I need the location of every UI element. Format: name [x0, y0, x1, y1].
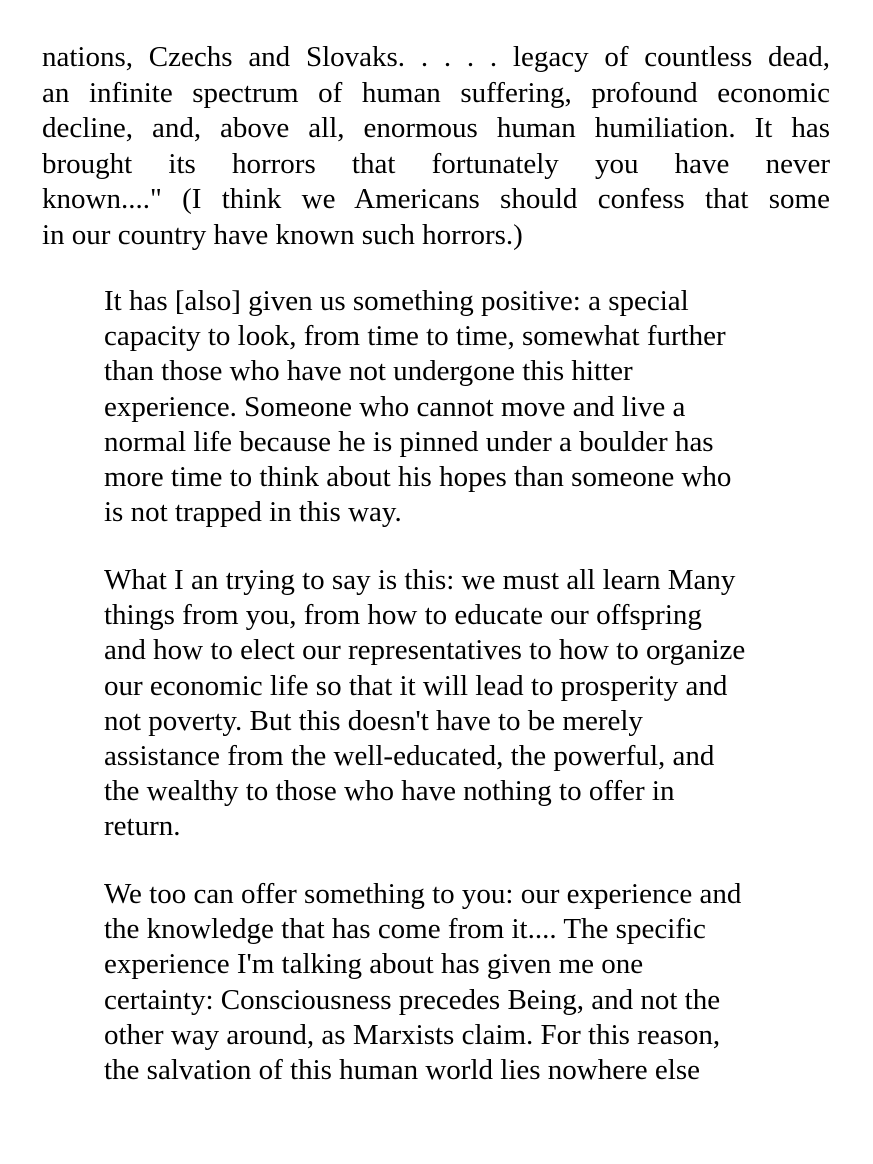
text-line: normal life because he is pinned under a boulder has [104, 425, 714, 458]
text-line: We too can offer something to you: our experience and [104, 878, 742, 910]
text-line: return. [104, 810, 181, 843]
text-line: and how to elect our representatives to how to organize [104, 634, 746, 667]
text-line: certainty: Consciousness precedes Being, and not the [104, 983, 721, 1016]
text-line: other way around, as Marxists claim. For this reason, [104, 1018, 721, 1051]
text-line: experience. Someone who cannot move and live a [104, 390, 686, 423]
text-line: things from you, from how to educate our offspring [104, 599, 702, 632]
text-line: experience I'm talking about has given me one [104, 948, 644, 981]
text-line: more time to think about his hopes than someone who [104, 461, 732, 494]
text-line: the salvation of this human world lies nowhere else [104, 1054, 700, 1087]
text-line: the knowledge that has come from it.... The specific [104, 913, 706, 946]
text-line: capacity to look, from time to time, somewhat further [104, 320, 726, 353]
block-quote-paragraph [104, 284, 844, 530]
text-line: known...." (I think we Americans should confess that some [42, 183, 830, 215]
text-line: What I an trying to say is this: we must all learn Many [104, 564, 736, 596]
text-line: an infinite spectrum of human suffering, profound economic [42, 76, 830, 109]
text-line: the wealthy to those who have nothing to offer in [104, 775, 675, 808]
text-line: brought its horrors that fortunately you have never [42, 147, 830, 180]
text-line: assistance from the well-educated, the powerful, and [104, 740, 715, 773]
text-line: is not trapped in this way. [104, 496, 402, 529]
text-line: in our country have known such horrors.) [42, 218, 523, 251]
text-line: not poverty. But this doesn't have to be merely [104, 704, 643, 737]
lead-paragraph [42, 40, 830, 253]
block-quote-paragraph [104, 877, 844, 1088]
text-line: decline, and, above all, enormous human humiliation. It has [42, 112, 830, 144]
text-line: nations, Czechs and Slovaks. . . . . legacy of countless dead, [42, 41, 830, 73]
text-line: our economic life so that it will lead to prosperity and [104, 669, 728, 702]
text-line: It has [also] given us something positive: a special [104, 285, 689, 317]
text-line: than those who have not undergone this hitter [104, 355, 633, 388]
block-quote-paragraph [104, 563, 844, 845]
